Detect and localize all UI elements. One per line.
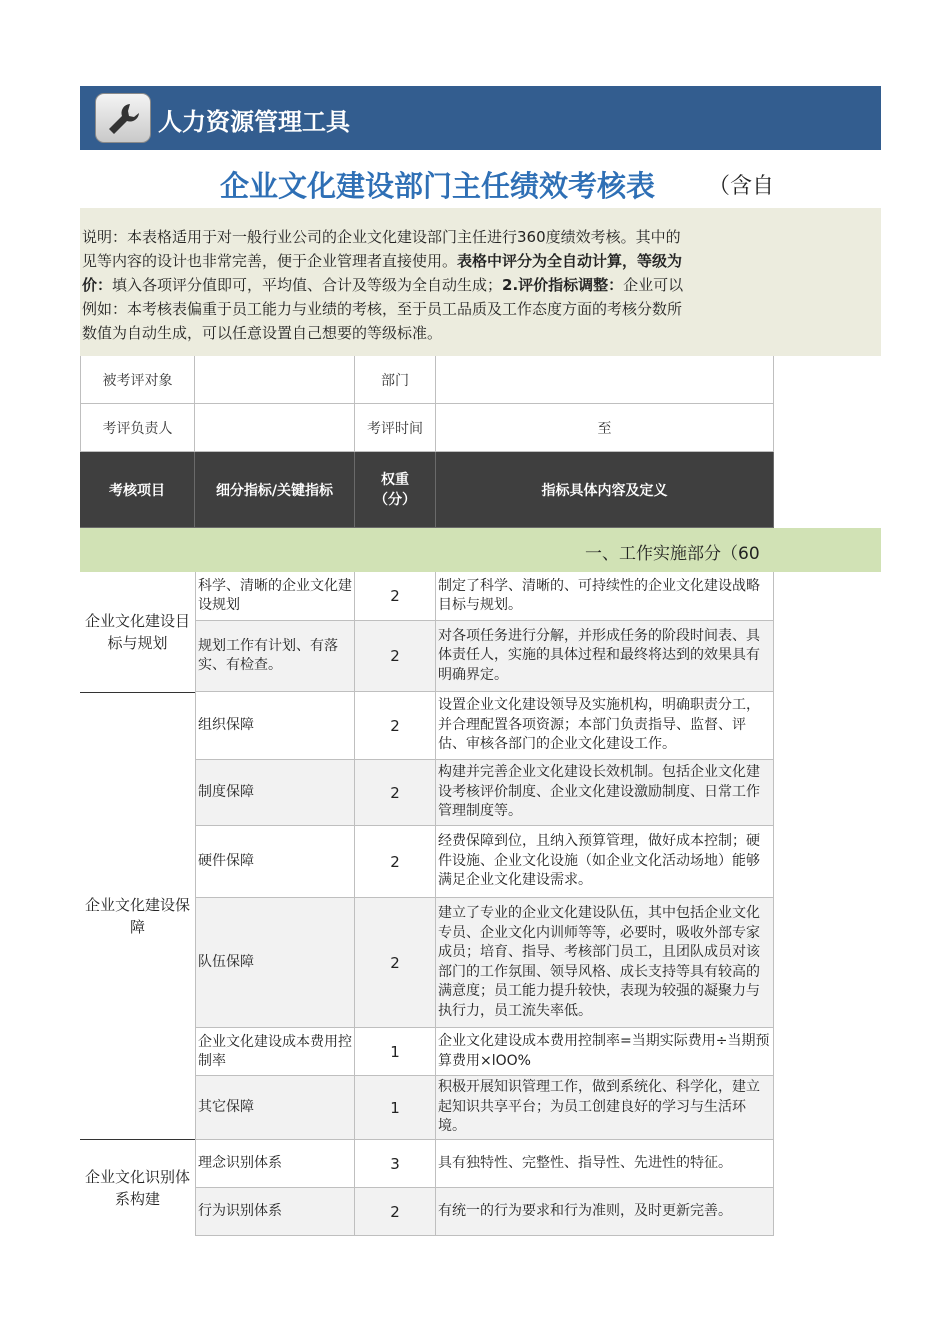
note-line-3: 价：填入各项评分值即可，平均值、合计及等级为全自动生成；2.评价指标调整：企业可以 bbox=[82, 276, 684, 294]
row-indicator: 硬件保障 bbox=[195, 826, 355, 898]
row-indicator: 其它保障 bbox=[195, 1076, 355, 1140]
dept-input[interactable] bbox=[436, 356, 774, 404]
row-indicator: 科学、清晰的企业文化建设规划 bbox=[195, 572, 355, 621]
row-indicator: 组织保障 bbox=[195, 692, 355, 760]
note-line-4: 例如：本考核表偏重于员工能力与业绩的考核，至于员工品质及工作态度方面的考核分数所 bbox=[82, 300, 683, 318]
row-indicator: 理念识别体系 bbox=[195, 1140, 355, 1188]
title-sub: （含自 bbox=[708, 174, 774, 199]
header-item: 考核项目 bbox=[80, 452, 195, 528]
row-definition: 积极开展知识管理工作，做到系统化、科学化，建立起知识共享平台；为员工创建良好的学习与生活环境。 bbox=[436, 1076, 774, 1140]
row-weight: 1 bbox=[355, 1076, 436, 1140]
row-definition: 经费保障到位，且纳入预算管理，做好成本控制；硬件设施、企业文化设施（如企业文化活动场地）能够满足企业文化建设需求。 bbox=[436, 826, 774, 898]
row-weight: 1 bbox=[355, 1028, 436, 1076]
row-definition: 设置企业文化建设领导及实施机构，明确职责分工，并合理配置各项资源；本部门负责指导、监督、评估、审核各部门的企业文化建设工作。 bbox=[436, 692, 774, 760]
row-weight: 2 bbox=[355, 898, 436, 1028]
header-weight: 权重 （分） bbox=[355, 452, 436, 528]
note-line-5: 数值为自动生成，可以任意设置自己想要的等级标准。 bbox=[82, 324, 443, 342]
row-definition: 对各项任务进行分解，并形成任务的阶段时间表、具体责任人，实施的具体过程和最终将达到的效果具有明确界定。 bbox=[436, 621, 774, 692]
group-planning: 企业文化建设目标与规划 bbox=[84, 612, 190, 652]
row-weight: 2 bbox=[355, 760, 436, 826]
time-label: 考评时间 bbox=[355, 404, 436, 452]
row-indicator: 规划工作有计划、有落实、有检查。 bbox=[195, 621, 355, 692]
row-definition: 具有独特性、完整性、指导性、先进性的特征。 bbox=[436, 1140, 774, 1188]
group-identity: 企业文化识别体系构建 bbox=[84, 1168, 190, 1208]
group-support: 企业文化建设保障 bbox=[84, 896, 190, 936]
row-weight: 2 bbox=[355, 692, 436, 760]
wrench-icon bbox=[95, 93, 151, 143]
note-line-1: 说明：本表格适用于对一般行业公司的企业文化建设部门主任进行360度绩效考核。其中的 bbox=[82, 228, 681, 246]
row-indicator: 制度保障 bbox=[195, 760, 355, 826]
time-range-input[interactable]: 至 bbox=[436, 404, 774, 452]
target-input[interactable] bbox=[195, 356, 355, 404]
row-weight: 2 bbox=[355, 826, 436, 898]
row-indicator: 企业文化建设成本费用控制率 bbox=[195, 1028, 355, 1076]
section-label: 一、工作实施部分（60 bbox=[585, 544, 760, 564]
row-definition: 企业文化建设成本费用控制率=当期实际费用÷当期预算费用×lOO% bbox=[436, 1028, 774, 1076]
row-weight: 3 bbox=[355, 1140, 436, 1188]
row-definition: 建立了专业的企业文化建设队伍，其中包括企业文化专员、企业文化内训师等等，必要时，吸收外部专家成员；培育、指导、考核部门员工，且团队成员对该部门的工作氛围、领导风格、成长支持等具有较高的满意度；员工能力提升较快，表现为较强的凝聚力与执行力，员工流失率低。 bbox=[436, 898, 774, 1028]
dept-label: 部门 bbox=[355, 356, 436, 404]
row-indicator: 行为识别体系 bbox=[195, 1188, 355, 1236]
row-definition: 制定了科学、清晰的、可持续性的企业文化建设战略目标与规划。 bbox=[436, 572, 774, 621]
target-label: 被考评对象 bbox=[80, 356, 195, 404]
owner-label: 考评负责人 bbox=[80, 404, 195, 452]
header-definition: 指标具体内容及定义 bbox=[436, 452, 774, 528]
page-title bbox=[80, 164, 774, 204]
row-indicator: 队伍保障 bbox=[195, 898, 355, 1028]
owner-input[interactable] bbox=[195, 404, 355, 452]
title-main: 企业文化建设部门主任绩效考核表 bbox=[220, 169, 656, 203]
app-banner bbox=[80, 86, 881, 150]
row-weight: 2 bbox=[355, 1188, 436, 1236]
row-weight: 2 bbox=[355, 621, 436, 692]
section-header bbox=[80, 528, 881, 572]
row-weight: 2 bbox=[355, 572, 436, 621]
banner-title: 人力资源管理工具 bbox=[158, 108, 350, 136]
instructions-panel bbox=[80, 208, 881, 356]
row-definition: 构建并完善企业文化建设长效机制。包括企业文化建设考核评价制度、企业文化建设激励制度、日常工作管理制度等。 bbox=[436, 760, 774, 826]
note-line-2: 见等内容的设计也非常完善，便于企业管理者直接使用。表格中评分为全自动计算，等级为 bbox=[82, 252, 683, 270]
header-indicator: 细分指标/关键指标 bbox=[195, 452, 355, 528]
row-definition: 有统一的行为要求和行为准则，及时更新完善。 bbox=[436, 1188, 774, 1236]
